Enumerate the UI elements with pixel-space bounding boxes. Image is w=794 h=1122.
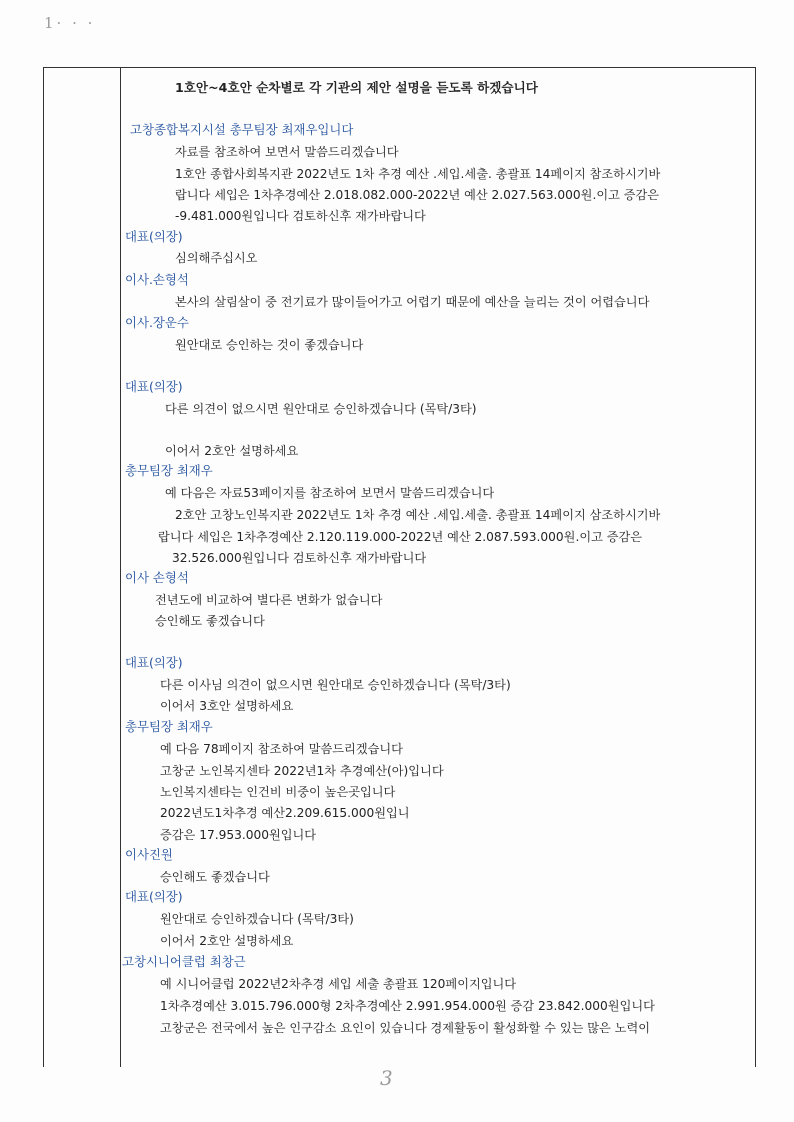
speaker-label: 이사진원 <box>125 847 173 862</box>
statement-line: 예 다음 78페이지 참조하여 말씀드리겠습니다 <box>160 742 403 756</box>
statement-line: 전년도에 비교하여 별다른 변화가 없습니다 <box>155 593 383 607</box>
statement-line: 이어서 3호안 설명하세요 <box>160 699 294 713</box>
statement-line: 승인해도 좋겠습니다 <box>160 870 270 884</box>
statement-line: 1호안 종합사회복지관 2022년도 1차 추경 예산 .세입.세출. 총괄표 14페이지 참조하시기바 <box>175 167 661 181</box>
statement-line: 랍니다 세입은 1차추경예산 2.120.119.000-2022년 예산 2.087.593.000원.이고 증감은 <box>158 530 643 544</box>
speaker-label: 총무팀장 최재우 <box>125 463 213 478</box>
page-number: 3 <box>380 1066 393 1090</box>
speaker-label: 이사.장운수 <box>125 315 189 330</box>
speaker-label: 고창시니어클럽 최창근 <box>122 954 246 969</box>
statement-line: 자료를 참조하여 보면서 말씀드리겠습니다 <box>175 145 399 159</box>
statement-line: 예 시니어클럽 2022년2차추경 세입 세출 총괄표 120페이지입니다 <box>160 977 517 991</box>
speaker-label: 대표(의장) <box>125 655 183 670</box>
statement-line: 이어서 2호안 설명하세요 <box>165 444 299 458</box>
statement-line: 승인해도 좋겠습니다 <box>155 614 265 628</box>
statement-line: 증감은 17.953.000원입니다 <box>160 828 317 842</box>
statement-line: 32.526.000원입니다 검토하신후 재가바랍니다 <box>172 551 427 565</box>
column-divider <box>120 68 121 1067</box>
speaker-label: 이사 손형석 <box>125 570 189 585</box>
speaker-label: 대표(의장) <box>125 229 183 244</box>
statement-line: -9.481.000원입니다 검토하신후 재가바랍니다 <box>175 209 426 223</box>
statement-line: 고창군은 전국에서 높은 인구감소 요인이 있습니다 경제활동이 활성화할 수 있는 많은 노력이 <box>160 1021 650 1035</box>
statement-line: 원안대로 승인하는 것이 좋겠습니다 <box>175 338 364 352</box>
statement-line: 1차추경예산 3.015.796.000형 2차추경예산 2.991.954.000원 증감 23.842.000원입니다 <box>160 999 655 1013</box>
statement-line: 2호안 고창노인복지관 2022년도 1차 추경 예산 .세입.세출. 총괄표 14페이지 삼조하시기바 <box>175 508 661 522</box>
statement-line: 다른 의견이 없으시면 원안대로 승인하겠습니다 (목탁/3타) <box>165 402 477 416</box>
statement-line: 2022년도1차추경 예산2.209.615.000원입니 <box>160 806 410 820</box>
statement-line: 고창군 노인복지센타 2022년1차 추경예산(아)입니다 <box>160 764 444 778</box>
speaker-label: 이사.손형석 <box>125 272 189 287</box>
speaker-label: 대표(의장) <box>125 889 183 904</box>
speaker-label: 고창종합복지시설 총무팀장 최재우입니다 <box>130 122 354 137</box>
statement-line: 다른 이사님 의견이 없으시면 원안대로 승인하겠습니다 (목탁/3타) <box>160 678 511 692</box>
agenda-title: 1호안~4호안 순차별로 각 기관의 제안 설명을 듣도록 하겠습니다 <box>175 80 538 95</box>
statement-line: 심의해주십시오 <box>175 251 258 265</box>
statement-line: 노인복지센타는 인건비 비중이 높은곳입니다 <box>160 785 396 799</box>
statement-line: 이어서 2호안 설명하세요 <box>160 934 294 948</box>
statement-line: 랍니다 세입은 1차추경예산 2.018.082.000-2022년 예산 2.027.563.000원.이고 증감은 <box>175 188 660 202</box>
statement-line: 예 다음은 자료53페이지를 참조하여 보면서 말씀드리겠습니다 <box>165 486 495 500</box>
speaker-label: 총무팀장 최재우 <box>125 719 213 734</box>
statement-line: 본사의 살림살이 중 전기료가 많이들어가고 어렵기 때문에 예산을 늘리는 것이 어렵습니다 <box>175 295 650 309</box>
statement-line: 원안대로 승인하겠습니다 (목탁/3타) <box>160 912 354 926</box>
speaker-label: 대표(의장) <box>125 379 183 394</box>
corner-mark: 1· · · <box>44 14 96 32</box>
